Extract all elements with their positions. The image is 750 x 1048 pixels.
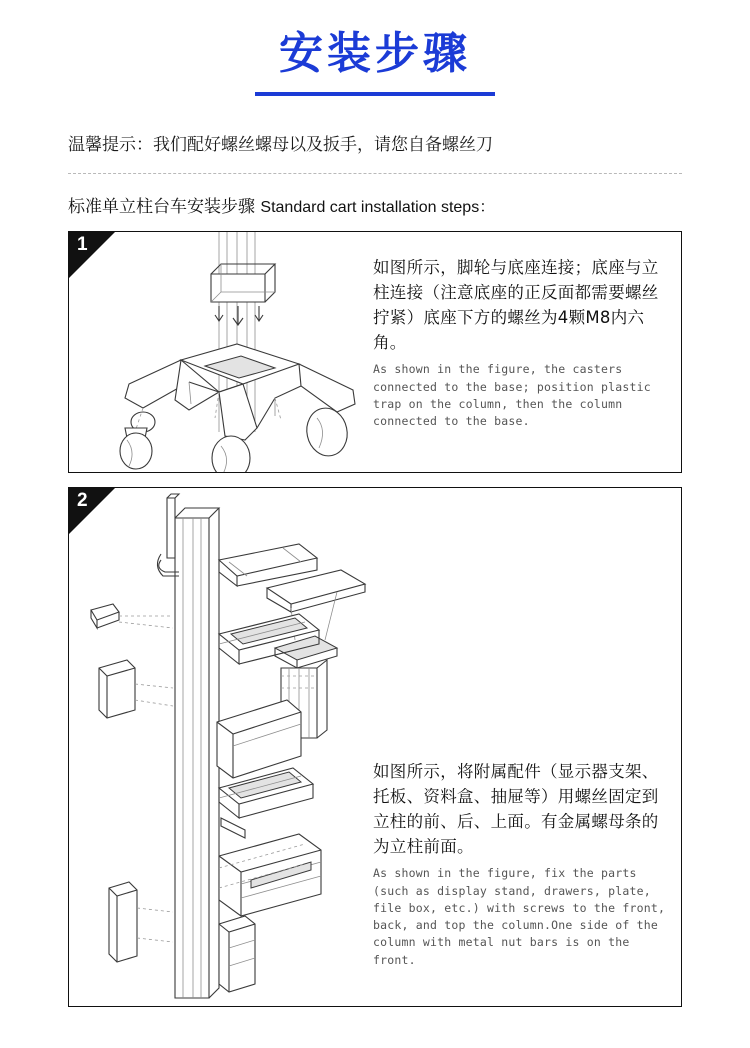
cart-accessories-diagram [69,488,369,1006]
step-2-text-en: As shown in the figure, fix the parts (such as display stand, drawers, plate, file box, etc.) with screws to the front, back, and top the column.One side of the column with metal nut bars is on the front. [373,866,666,967]
divider [68,173,682,174]
step-1-number: 1 [77,234,88,256]
page-header [0,0,750,96]
step-2-number: 2 [77,490,88,512]
page-title: 安装步骤 [279,28,471,79]
section-heading [68,192,682,217]
step-2-illustration [69,488,369,1006]
step-1-text-cn: 如图所示，脚轮与底座连接；底座与立柱连接（注意底座的正反面都需要螺丝拧紧）底座下方的螺丝为4颗M8内六角。 [373,258,659,352]
title-underline [255,92,495,96]
step-1-illustration [69,232,369,472]
cart-base-diagram [69,232,369,472]
step-1-panel [68,231,682,473]
section-heading-en: Standard cart installation steps： [260,199,496,217]
step-2-text [369,488,681,1006]
section-heading-cn: 标准单立柱台车安装步骤 [68,197,255,218]
step-2-panel [68,487,682,1007]
step-2-text-cn: 如图所示，将附属配件（显示器支架、托板、资料盒、抽屉等）用螺丝固定到立柱的前、后、上面。有金属螺母条的为立柱前面。 [373,762,659,856]
step-1-text-en: As shown in the figure, the casters connected to the base; position plastic trap on the column, then the column connected to the base. [373,362,651,429]
step-1-text [369,232,681,472]
notice-text: 温馨提示：我们配好螺丝螺母以及扳手，请您自备螺丝刀 [68,135,493,156]
